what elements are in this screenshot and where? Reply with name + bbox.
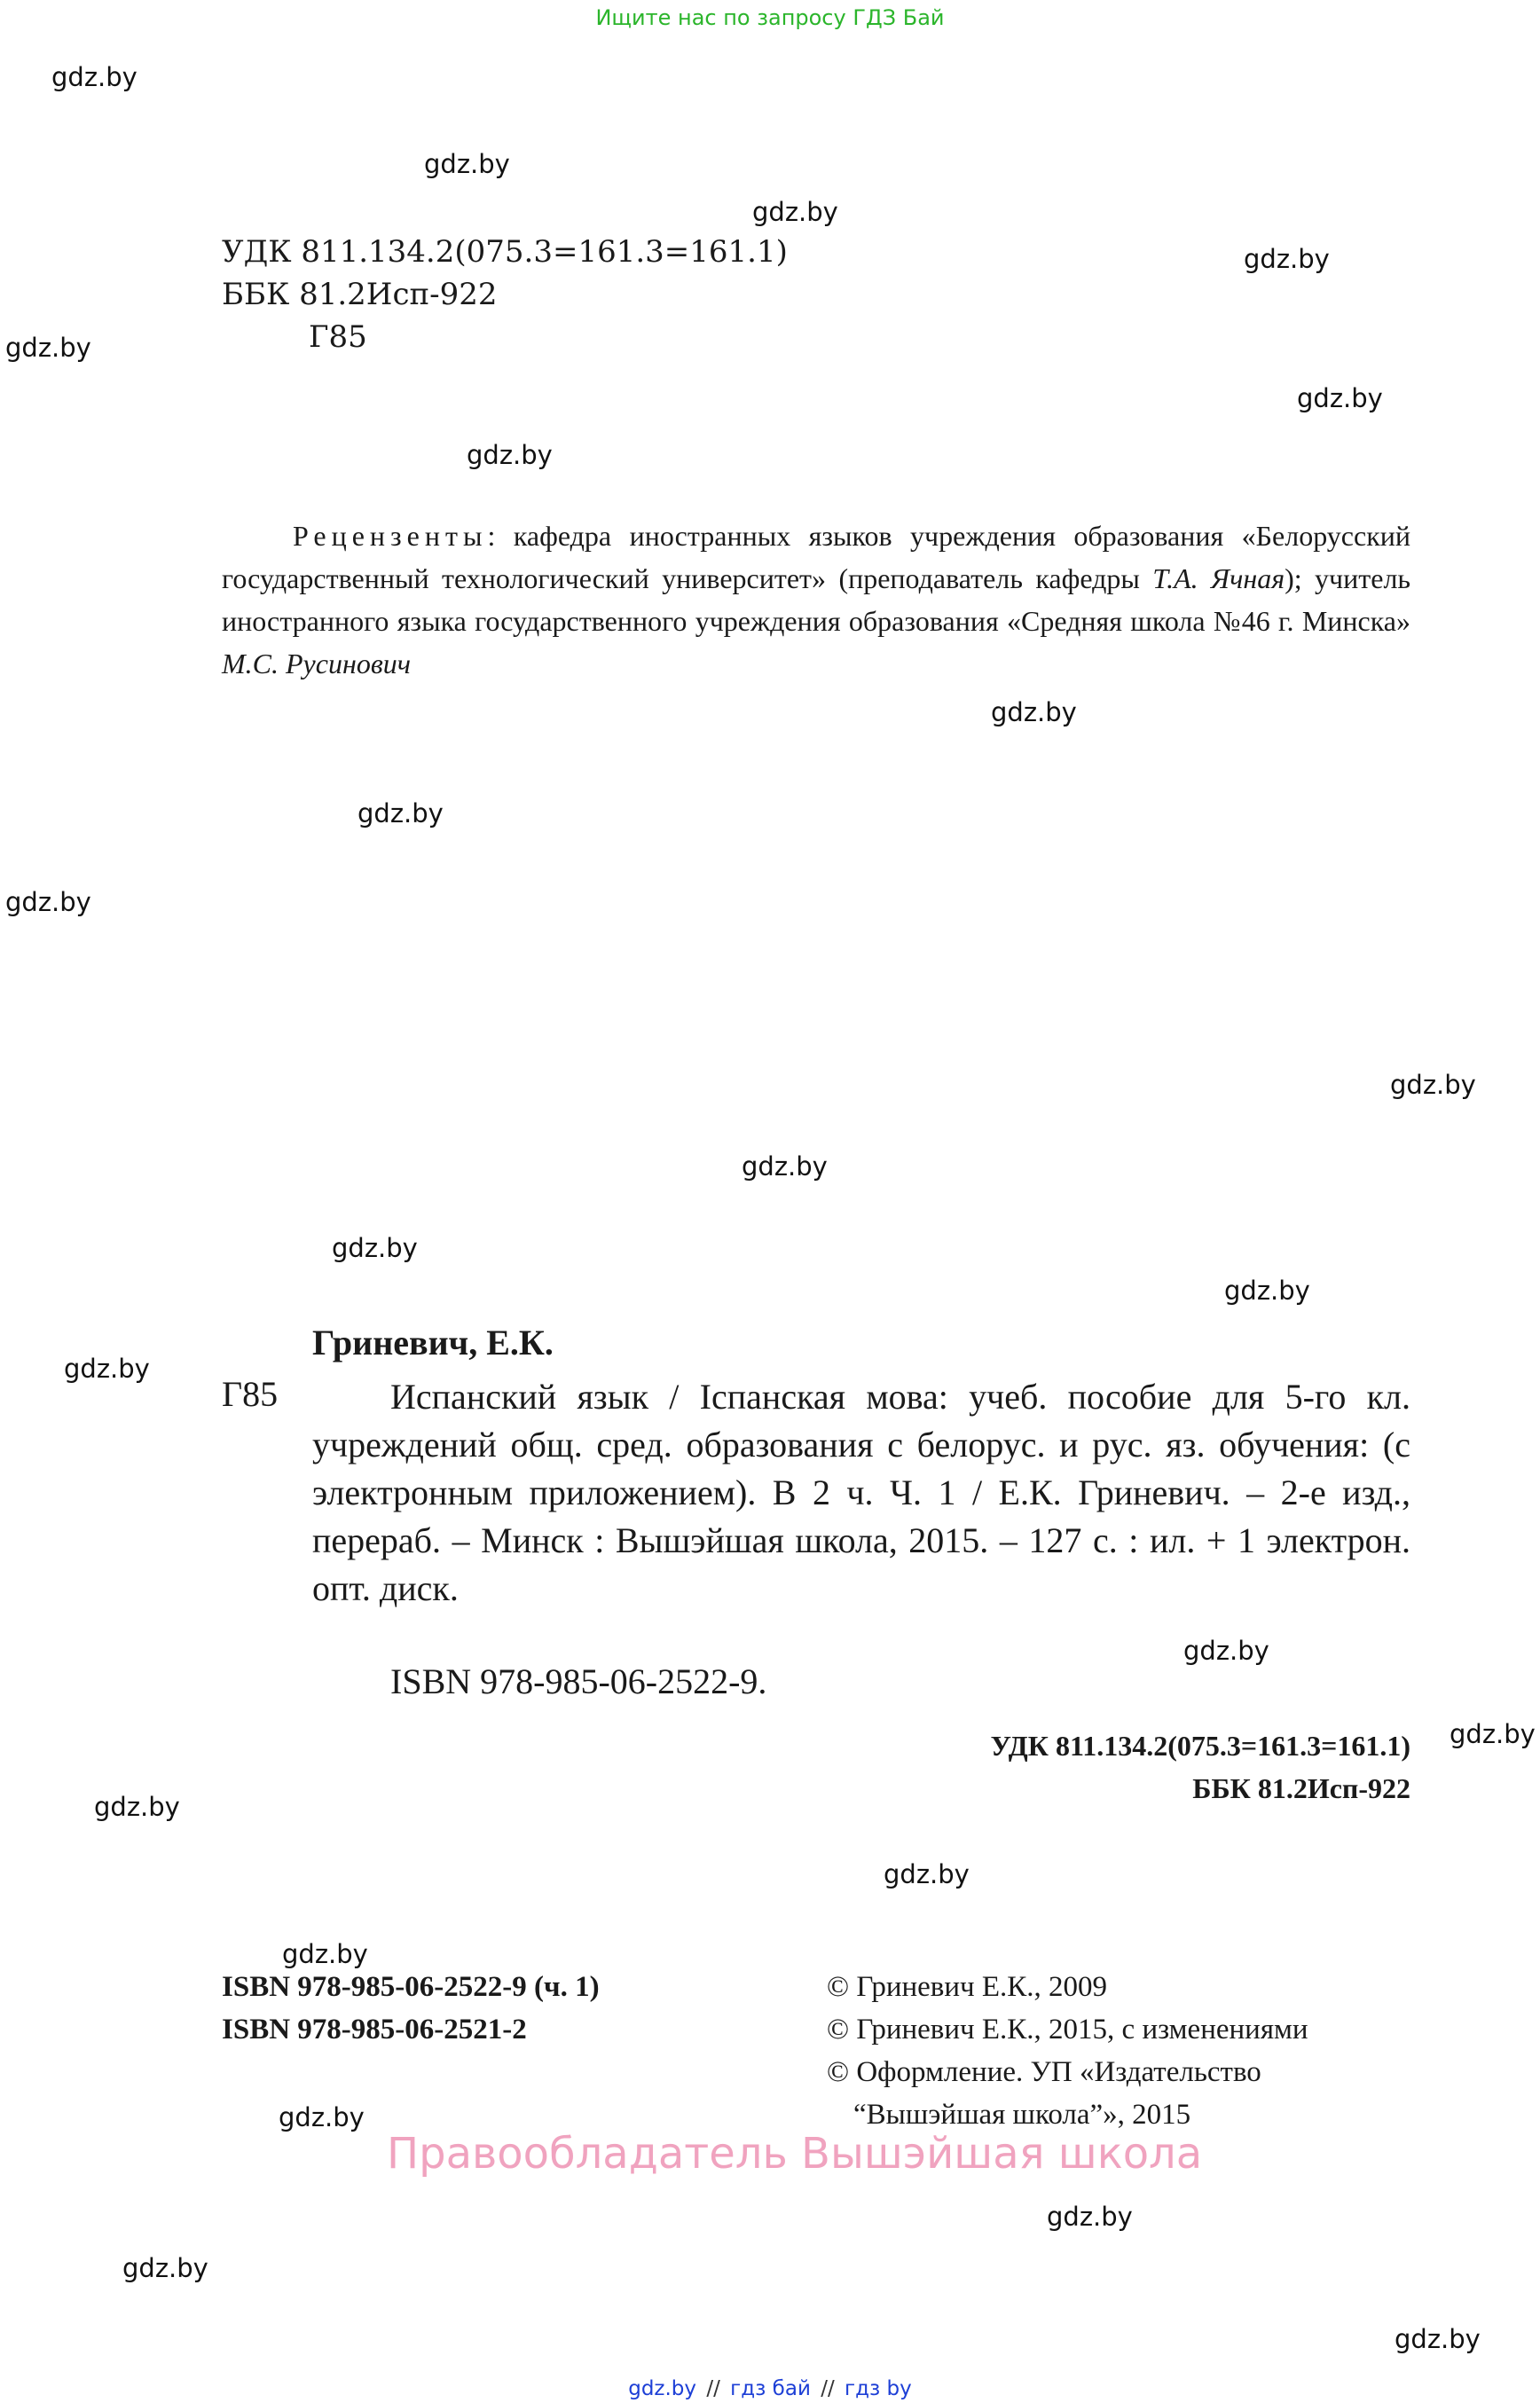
nav-separator: // — [821, 2377, 835, 2400]
nav-link-gdz-by[interactable]: gdz.by — [628, 2377, 697, 2400]
reviewer-name-2: М.С. Русинович — [222, 648, 411, 679]
record-isbn: ISBN 978-985-06-2522-9. — [390, 1661, 767, 1701]
watermark-text: gdz.by — [1390, 1070, 1476, 1100]
nav-link-gdz-by-alt[interactable]: гдз by — [845, 2377, 912, 2400]
watermark-text: gdz.by — [51, 62, 138, 92]
watermark-text: gdz.by — [279, 2102, 365, 2132]
record-description — [312, 1373, 1410, 1613]
watermark-text: gdz.by — [64, 1354, 150, 1384]
watermark-text: gdz.by — [5, 887, 91, 917]
reviewers-paragraph — [222, 514, 1410, 685]
watermark-text: gdz.by — [94, 1792, 180, 1822]
watermark-text: gdz.by — [467, 440, 553, 470]
nav-link-gdz-bai[interactable]: гдз бай — [730, 2377, 811, 2400]
bbk-code: ББК 81.2Исп-922 — [222, 277, 498, 312]
watermark-text: gdz.by — [358, 798, 444, 828]
watermark-text: gdz.by — [1395, 2324, 1481, 2354]
isbn-set: ISBN 978-985-06-2521-2 — [222, 2014, 527, 2046]
isbn-part-1: ISBN 978-985-06-2522-9 (ч. 1) — [222, 1971, 600, 2003]
reviewers-text-1: : кафедра иностранных языков учреждения образования «Белорусский государственный технологический университет» (преподаватель кафедры — [222, 520, 1410, 594]
copyright-line: “Вышэйшая школа”», 2015 — [853, 2099, 1191, 2131]
bottom-nav — [0, 2377, 1540, 2400]
record-author: Гриневич, Е.К. — [312, 1323, 554, 1362]
copyright-line: © Оформление. УП «Издательство — [827, 2056, 1261, 2088]
watermark-text: gdz.by — [1183, 1636, 1269, 1666]
udk-code: УДК 811.134.2(075.3=161.3=161.1) — [222, 234, 788, 270]
watermark-text: gdz.by — [1244, 244, 1330, 274]
top-banner: Ищите нас по запросу ГДЗ Бай — [595, 5, 945, 30]
record-author-mark: Г85 — [222, 1374, 279, 1414]
watermark-text: gdz.by — [1047, 2202, 1133, 2232]
copyright-line: © Гриневич Е.К., 2009 — [827, 1971, 1108, 2003]
author-mark: Г85 — [309, 319, 367, 355]
watermark-text: gdz.by — [1297, 383, 1383, 413]
record-description-text: Испанский язык / Іспанская мова: учеб. пособие для 5-го кл. учреждений общ. сред. образования с белорус. и рус. яз. обучения: (с электронным приложением). В 2 ч. Ч. 1 / Е.К. Гриневич. – 2-е изд., перераб. – Минск : Вышэйшая школа, 2015. – 127 с. : ил. + 1 электрон. опт. диск. — [312, 1377, 1410, 1608]
reviewer-name-1: Т.А. Ячная — [1152, 562, 1285, 594]
reviewers-text-2: ); учитель иностранного языка государственного учреждения образования «Средняя школа №46 г. Минска» — [222, 562, 1410, 637]
watermark-text: gdz.by — [752, 197, 838, 227]
watermark-text: gdz.by — [884, 1859, 970, 1889]
rights-holder-watermark: Правообладатель Вышэйшая школа — [387, 2129, 1203, 2179]
reviewers-label: Рецензенты — [293, 520, 488, 552]
watermark-text: gdz.by — [1450, 1719, 1536, 1749]
watermark-text: gdz.by — [991, 697, 1077, 727]
copyright-line: © Гриневич Е.К., 2015, с изменениями — [827, 2014, 1308, 2046]
record-bbk: ББК 81.2Исп-922 — [1192, 1772, 1410, 1804]
nav-separator: // — [706, 2377, 720, 2400]
watermark-text: gdz.by — [282, 1939, 368, 1969]
record-udk: УДК 811.134.2(075.3=161.3=161.1) — [990, 1730, 1410, 1762]
watermark-text: gdz.by — [5, 333, 91, 363]
watermark-text: gdz.by — [332, 1233, 418, 1263]
watermark-text: gdz.by — [742, 1151, 828, 1182]
watermark-text: gdz.by — [1224, 1276, 1310, 1306]
watermark-text: gdz.by — [424, 149, 510, 179]
watermark-text: gdz.by — [122, 2253, 208, 2283]
